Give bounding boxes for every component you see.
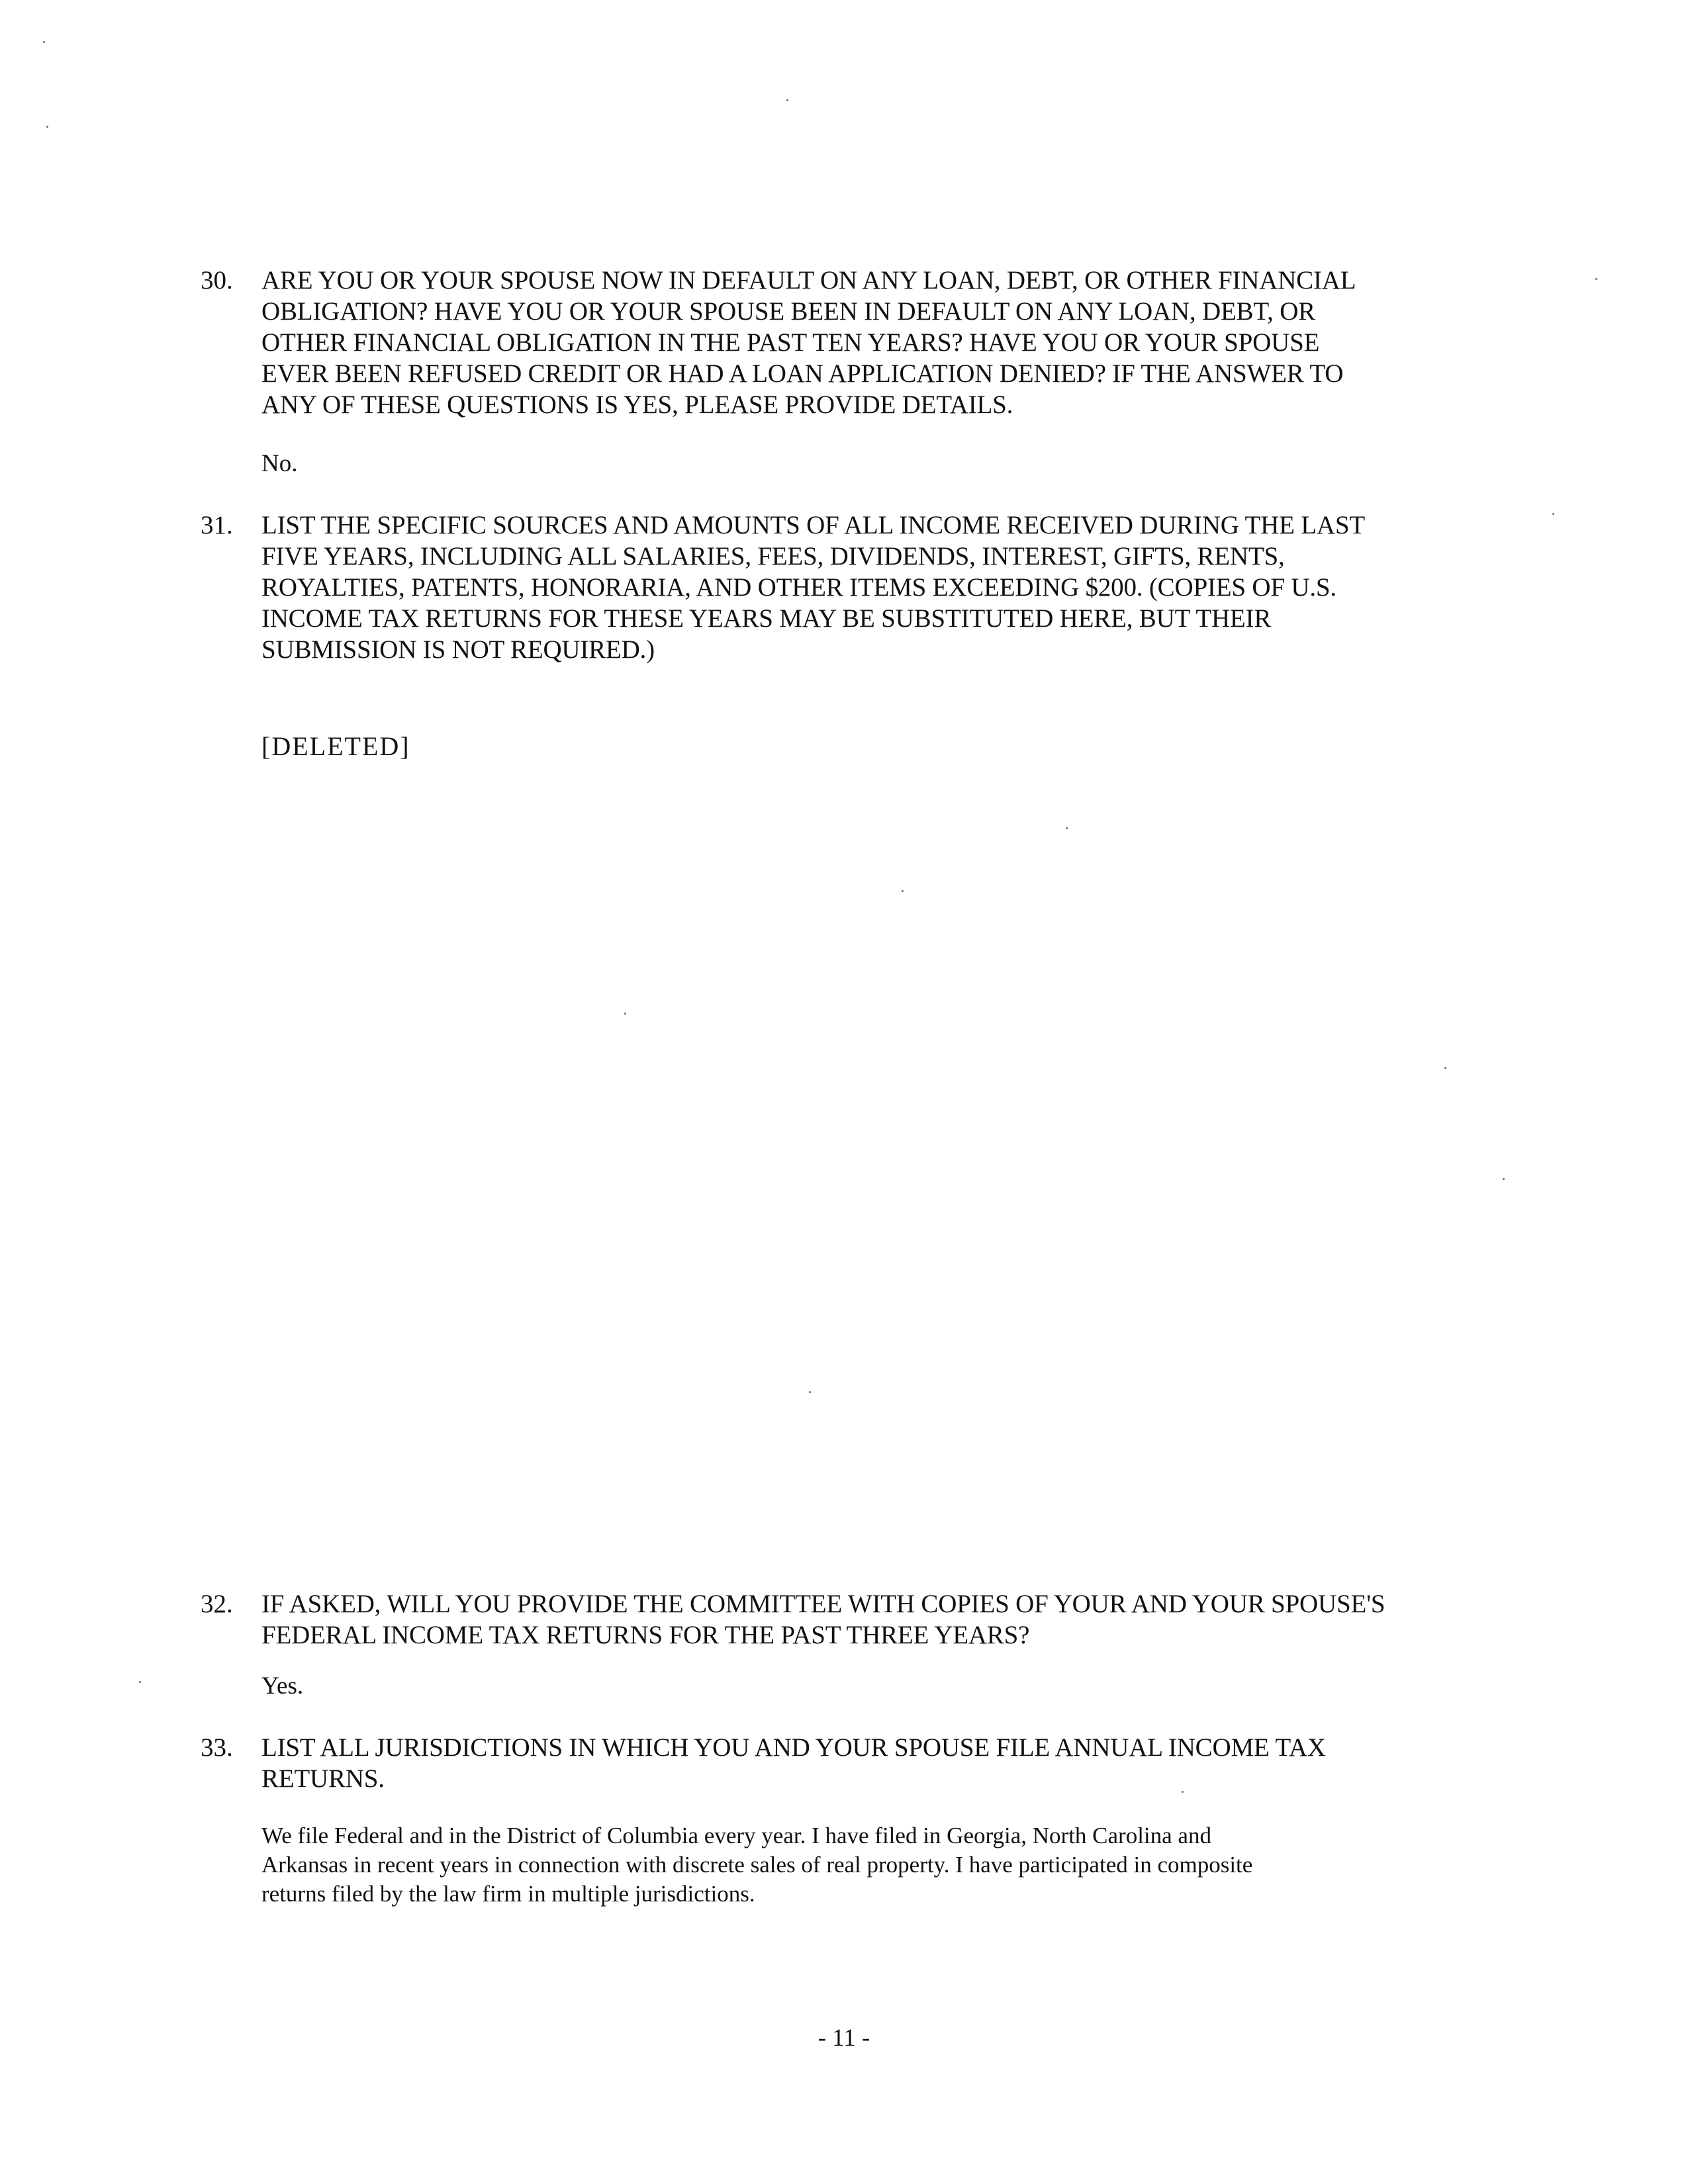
scan-speck (1503, 1178, 1505, 1180)
question-number: 31. (201, 511, 233, 539)
scan-speck (902, 890, 904, 892)
scan-speck (1552, 513, 1554, 515)
scan-speck (46, 126, 48, 128)
question-number: 30. (201, 266, 233, 295)
scan-speck (1182, 1791, 1184, 1793)
answer-31-deleted: [DELETED] (261, 731, 410, 761)
question-text: LIST ALL JURISDICTIONS IN WHICH YOU AND YOUR SPOUSE FILE ANNUAL INCOME TAX RETURNS. (261, 1733, 1326, 1793)
scan-speck (43, 41, 45, 43)
page-number: - 11 - (818, 2025, 870, 2052)
scan-speck (1595, 278, 1597, 280)
question-text: ARE YOU OR YOUR SPOUSE NOW IN DEFAULT ON ANY LOAN, DEBT, OR OTHER FINANCIAL OBLIGATION? HAVE YOU OR YOUR SPOUSE BEEN IN DEFAULT ON ANY LOAN, DEBT, OR OTHER FINANCIAL OBLIGATION IN THE PAST TEN YEARS? HAVE YOU OR YOUR SPOUSE EVER BEEN REFUSED CREDIT OR HAD A LOAN APPLICATION DENIED? IF THE ANSWER TO ANY OF THESE QUESTIONS IS YES, PLEASE PROVIDE DETAILS. (261, 266, 1356, 419)
question-number: 32. (201, 1590, 233, 1618)
scan-speck (809, 1391, 811, 1393)
question-number: 33. (201, 1733, 233, 1762)
scan-speck (1066, 827, 1068, 829)
scan-speck (1444, 1067, 1446, 1069)
scan-speck (139, 1681, 141, 1683)
answer-33: We file Federal and in the District of Columbia every year. I have filed in Georgia, North Carolina and Arkansas in recent years in connection with discrete sales of real property. I have participated in composite returns filed by the law firm in multiple jurisdictions. (261, 1823, 1253, 1907)
answer-32: Yes. (261, 1672, 304, 1700)
scan-speck (786, 99, 788, 101)
question-text: LIST THE SPECIFIC SOURCES AND AMOUNTS OF ALL INCOME RECEIVED DURING THE LAST FIVE YEARS, INCLUDING ALL SALARIES, FEES, DIVIDENDS, INTEREST, GIFTS, RENTS, ROYALTIES, PATENTS, HONORARIA, AND OTHER ITEMS EXCEEDING $200. (COPIES OF U.S. INCOME TAX RETURNS FOR THESE YEARS MAY BE SUBSTITUTED HERE, BUT THEIR SUBMISSION IS NOT REQUIRED.) (261, 511, 1365, 664)
scan-speck (624, 1013, 626, 1015)
question-text: IF ASKED, WILL YOU PROVIDE THE COMMITTEE WITH COPIES OF YOUR AND YOUR SPOUSE'S FEDERAL INCOME TAX RETURNS FOR THE PAST THREE YEARS? (261, 1590, 1385, 1649)
answer-30: No. (261, 450, 298, 477)
